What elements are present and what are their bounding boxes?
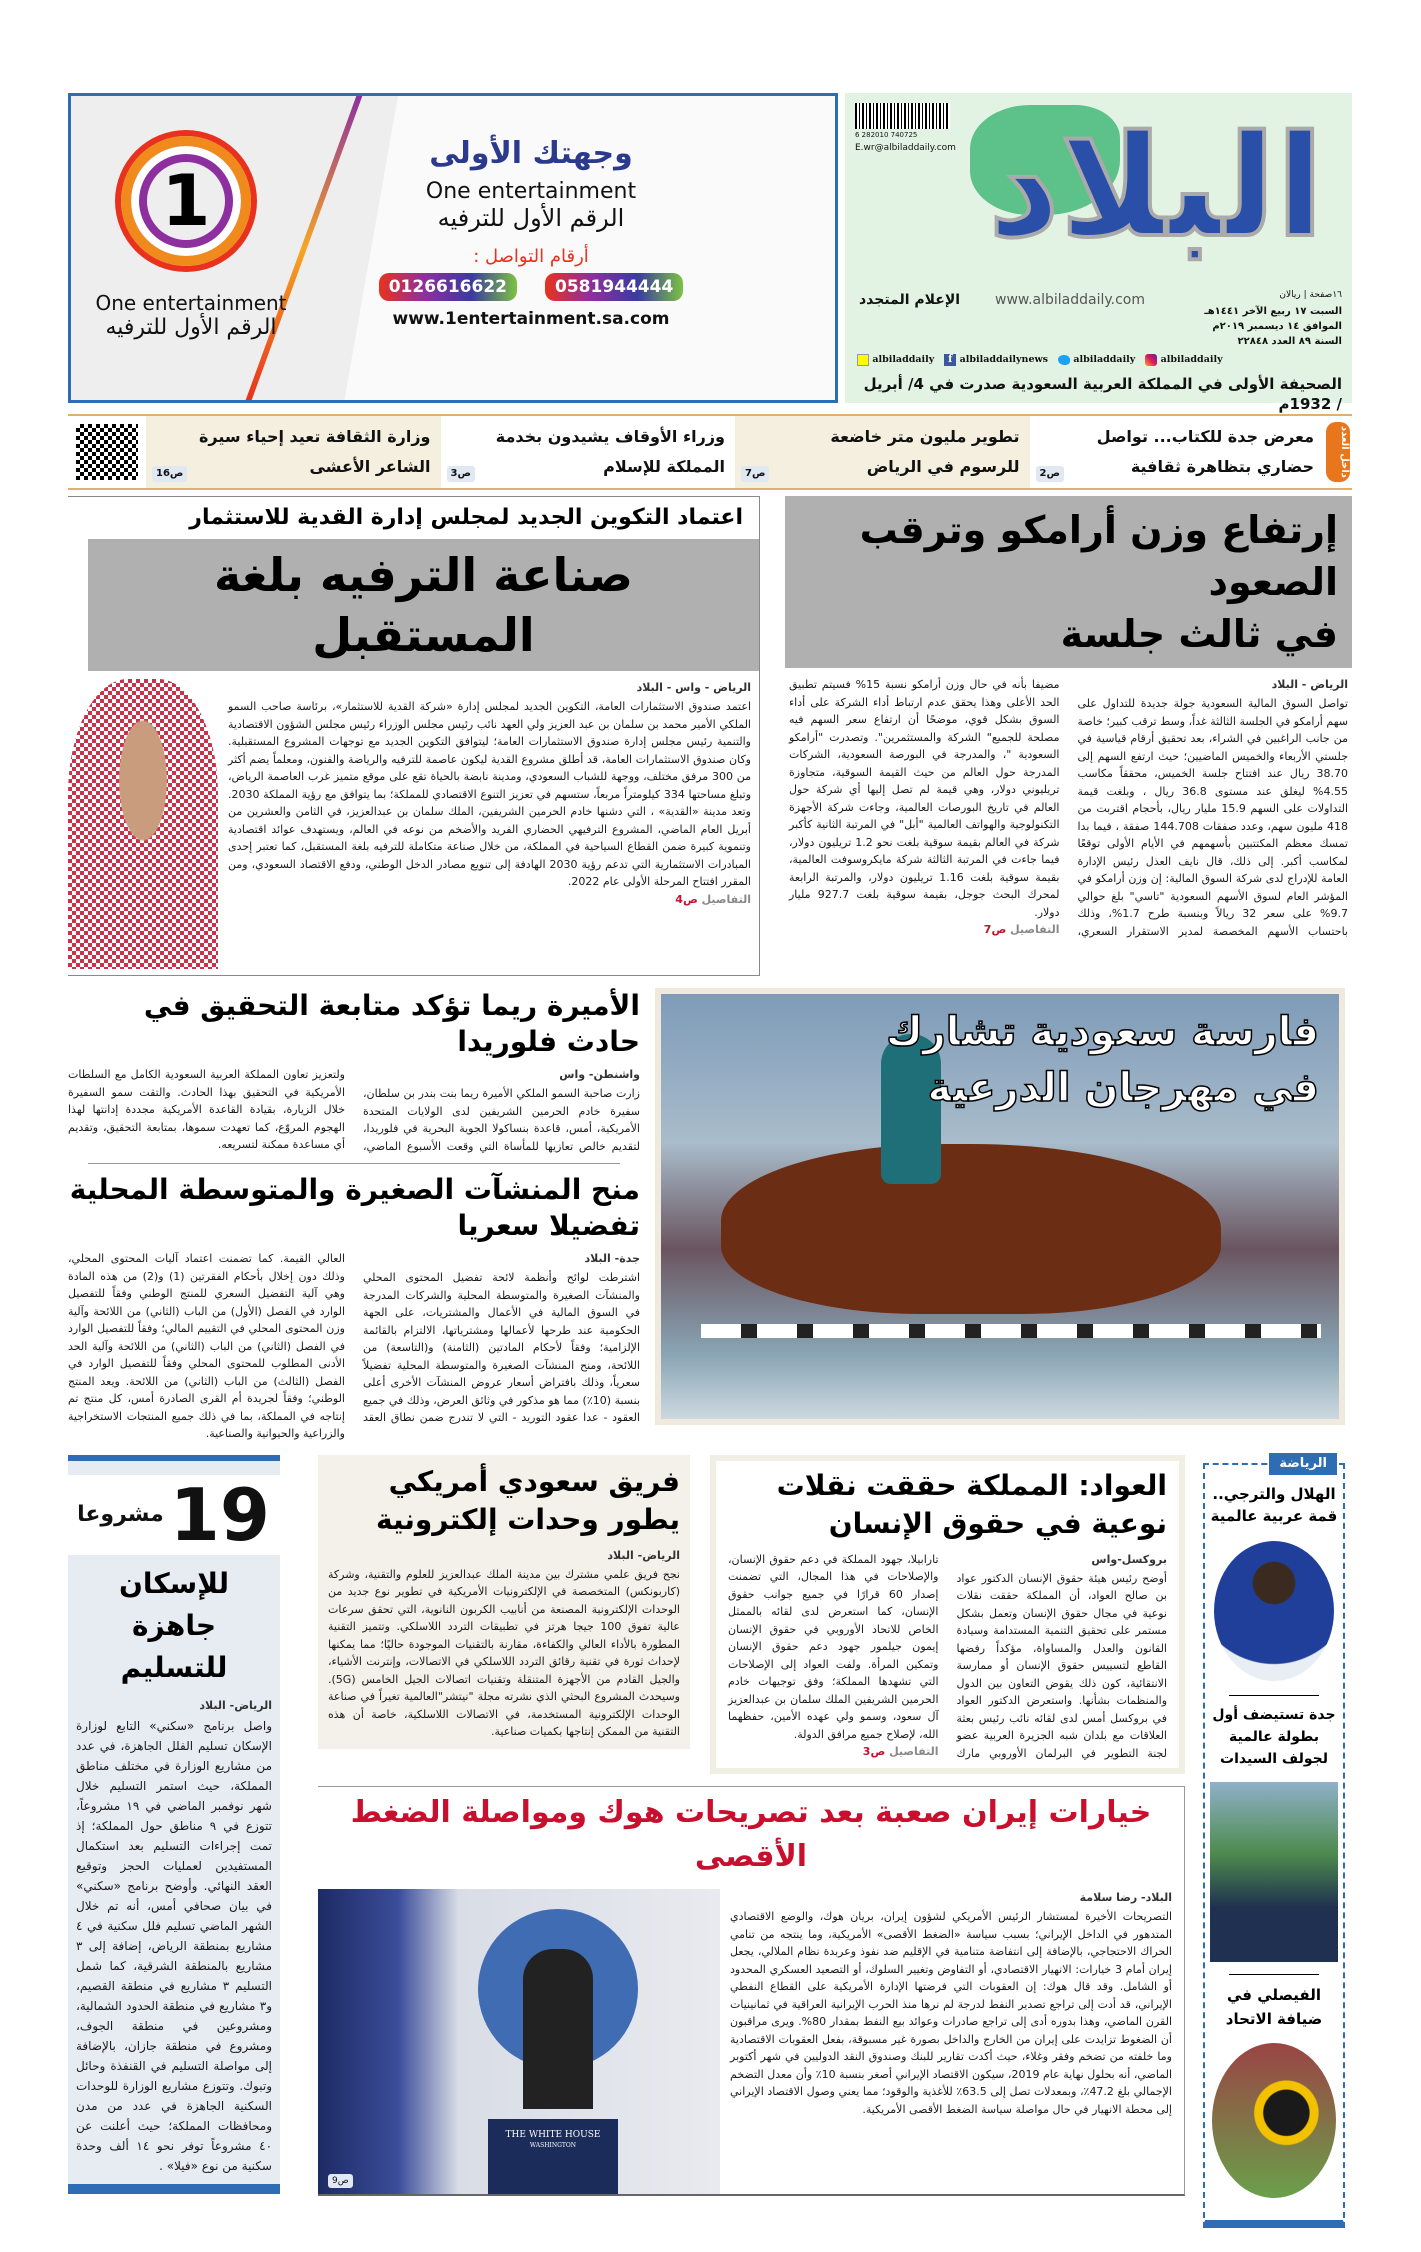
headline[interactable]: منح المنشآت الصغيرة والمتوسطة المحلية تفضيلا سعريا: [69, 1173, 640, 1242]
date-hijri: السبت ١٧ ربيع الآخر ١٤٤١هـ: [1204, 306, 1342, 317]
social-facebook[interactable]: f albiladdailynews: [944, 353, 1048, 367]
dateline: بروكسل-واس: [1091, 1552, 1167, 1566]
equestrian-photo: [655, 988, 1345, 1425]
teaser-item[interactable]: وزراء الأوقاف يشيدون بخدمة المملكة للإسلام ص3: [441, 416, 736, 488]
dateline: الرياض - البلاد: [1271, 678, 1348, 691]
inside-issue-strip: [68, 414, 1352, 490]
kicker: اعتماد التكوين الجديد لمجلس إدارة القدية للاستثمار: [189, 505, 743, 530]
details-link[interactable]: التفاصيل ص4: [675, 892, 751, 906]
sports-sidebar: [1203, 1455, 1345, 2228]
ittihad-match-photo: [1212, 2043, 1336, 2198]
golf-photo: [1210, 1782, 1338, 1962]
social-links: [857, 353, 1337, 367]
social-snapchat[interactable]: albiladdaily: [857, 353, 934, 367]
social-twitter[interactable]: albiladdaily: [1058, 353, 1135, 367]
page-ref: ص9: [328, 2174, 353, 2188]
advertisement-banner[interactable]: [68, 93, 838, 403]
pages-price: ١٦صفحة | ريالان: [1279, 290, 1342, 300]
sports-headline[interactable]: جدة تستيضف أول بطولة عالمية لجولف السيدات: [1212, 1706, 1336, 1767]
jump-pole: [701, 1324, 1321, 1338]
headline[interactable]: خيارات إيران صعبة بعد تصريحات هوك ومواصلة الضغط الأقصى: [350, 1795, 1152, 1874]
ad-contact-label: أرقام التواصل :: [473, 246, 589, 267]
sports-headline[interactable]: الهلال والترجي.. قمة عربية عالمية: [1210, 1484, 1338, 1525]
ad-brand-en: One entertainment: [95, 291, 287, 315]
page-ref: ص3: [447, 466, 475, 482]
headline[interactable]: صناعة الترفيه بلغة المستقبل: [88, 539, 759, 671]
article-sme: [68, 1172, 640, 1443]
main-content: [68, 496, 1352, 2228]
website-link[interactable]: www.albiladdaily.com: [995, 292, 1146, 308]
article-body: التصريحات الأخيرة لمستشار الرئيس الأمريكي لشؤون إيران، بريان هوك، والوضع الاقتصادي المتدهور في الداخل الإيراني؛ بسبب سياسة «الضغط الأقصى» الأمريكية، وما ينتجه من تنامي الحراك الاحتجاجي، بالإضافة إلى انتفاضة متنامية في الإقليم ضد نفوذ وعربدة نظام الملالي، يجعل إيران أمام 3 خيارات: الانهيار الاقتصادي، أو التفاوض وتغيير السلوك، أو التصعيد العسكري المحدود أو الشامل. وقد قال هوك: إن العقوبات التي فرضتها الإدارة الأمريكية على القطاع النفطي الإيراني، قد أدت إلى تراجع تصدير النفط لدرجة لم نرها منذ الحرب الإيرانية العراقية في ثمانينيات القرن الماضي، وهذا بدوره أدى إلى تراجع صادرات وعوائد بيع النفط بمقدار 80%. ويرى مراقبون أن الضغوط تزايدت على إيران من الخارج والداخل بصورة غير مسبوقة، بفعل العقوبات الاقتصادية وما خلفته من تضخم وفقر وغلاء، حيث أكدت تقارير للبنك وصندوق النقد الدوليين في شهر أكتوبر الماضي، أنه بحلول نهاية عام 2019، سيكون الاقتصاد الإيراني أصغر بنسبة 10٪ وأن معدل التضخم الإجمالي بلغ 47.2٪، وبمعدلات تصل إلى 63.5٪ للأغذية والوقود؛ مما يعني وصول الاقتصاد الإيراني إلى محطة الانهيار في حال مواصلة سياسة الضغط الأقصى الأمريكية.: [730, 1910, 1173, 2116]
details-link[interactable]: التفاصيل ص3: [862, 1745, 939, 1758]
masthead: [845, 93, 1352, 413]
horse-shape: [721, 1144, 1221, 1314]
dateline: الرياض- البلاد: [199, 1698, 272, 1712]
headline[interactable]: العواد: المملكة حققت نقلات نوعية في حقوق الإنسان: [776, 1468, 1167, 1540]
barcode: [855, 103, 950, 129]
barcode-number: 6 282010 740725: [855, 131, 918, 139]
article-housing: [68, 1455, 280, 2194]
press-briefing-photo: [318, 1889, 720, 2194]
qr-code[interactable]: [76, 424, 138, 480]
article-qiddiya: [68, 496, 760, 976]
divider: [1229, 1695, 1319, 1696]
teaser-item[interactable]: تطوير مليون متر خاضعة للرسوم في الرياض ص7: [735, 416, 1030, 488]
headline[interactable]: للإسكان جاهزة للتسليم: [118, 1566, 229, 1684]
article-body: زارت صاحبة السمو الملكي الأميرة ريما بنت بندر بن سلطان، سفيرة خادم الحرمين الشريفين لدى الولايات المتحدة الأمريكية، أمس، قاعدة بنساكولا الجوية البحرية في فلوريدا، لتقديم خالص تعازيها للمأساة التي وقعت الأسبوع الماضي، ولتعزيز تعاون المملكة العربية السعودية الكامل مع السلطات الأمريكية في التحقيق بهذا الحادث. والتقت سمو السفيرة خلال الزيارة، بقيادة القاعدة الأمريكية مجددة إدانتها لهذا الهجوم المروّع، كما تعهدت سموها، بمتابعة التحقيق، وتقديم أي مساعدة ممكنة لتسريعه.: [68, 1068, 640, 1153]
ad-website[interactable]: www.1entertainment.sa.com: [392, 309, 670, 329]
divider: [88, 1163, 620, 1164]
teaser-item[interactable]: معرض جدة للكتاب... تواصل حضاري بتظاهرة ثقافية ص2: [1030, 416, 1325, 488]
twitter-icon: [1058, 355, 1070, 365]
dateline: الرياض - واس - البلاد: [636, 681, 751, 694]
ad-brand-ar-2: الرقم الأول للترفيه: [437, 204, 625, 232]
dateline: جدة- البلاد: [584, 1252, 640, 1265]
page-ref: ص16: [152, 466, 187, 482]
headline[interactable]: إرتفاع وزن أرامكو وترقب الصعود: [859, 508, 1338, 604]
date-gregorian: الموافق ١٤ ديسمبر ٢٠١٩م: [1212, 321, 1342, 332]
newspaper-logo: البلاد: [988, 106, 1324, 269]
project-count: 19: [169, 1472, 270, 1557]
article-body: نجح فريق علمي مشترك بين مدينة الملك عبدالعزيز للعلوم والتقنية، وشركة (كاربونكس) المتخصصة في الإلكترونيات الأمريكية في تطوير نوع جديد من الوحدات الإلكترونية المصنعة من أنابيب الكربون النانوية، التي تحقق سرعات عالية تفوق 100 جيجا هرتز في تطبيقات التردد اللاسلكي. وتتميز التقنية المطورة بالأداء العالي والكفاءة، مقارنة بالتقنيات الموجودة حاليًا؛ مما يمكنها لإحداث ثورة في تقنية رقائق التردد اللاسلكي في الاتصالات، وإنترنت الأشياء، والجيل القادم من الأجهزة المتنقلة وتقنيات اتصالات الجيل الخامس (5G). وسيحدث المشروع البحثي الذي نشرته مجلة "نيتشر"العالمية تغيراً في صناعة الوحدات الإلكترونية المستخدمة، في الاتصالات اللاسلكية، خاصة أن هذه التقنية من الممكن إنتاجها بكميات صناعية.: [328, 1567, 680, 1738]
instagram-icon: [1145, 354, 1157, 366]
photo-headline[interactable]: فارسة سعودية تشارك: [886, 1009, 1319, 1055]
ad-phone-1[interactable]: 0126616622: [379, 273, 517, 301]
social-instagram[interactable]: albiladdaily: [1145, 353, 1222, 367]
dateline: البلاد- رضا سلامة: [1079, 1891, 1172, 1904]
speaker-figure: [523, 1949, 593, 2109]
article-awwad: [710, 1455, 1185, 1775]
article-aramco: [785, 496, 1352, 948]
snapchat-icon: [857, 354, 869, 366]
article-body: واصل برنامج «سكني» التابع لوزارة الإسكان تسليم الفلل الجاهزة، في عدد من مشاريع الوزارة في مختلف مناطق المملكة، حيث استمر التسليم خلال شهر نوفمبر الماضي في ١٩ مشروعاً، تتوزع في ٩ مناطق حول المملكة؛ إذ تمت إجراءات التسليم بعد استكمال المستفيدين لعمليات الحجز وتوقيع العقد النهائي. وأوضح برنامج «سكني» في بيان صحافي أمس، أنه تم خلال الشهر الماضي تسليم فلل سكنية في ٤ مشاريع بمنطقة الرياض، إضافة إلى ٣ مشاريع بالمنطقة الشرقية، كما شمل التسليم ٣ مشاريع في منطقة القصيم، و٣ مشاريع في منطقة الحدود الشمالية، ومشروعين في منطقة الجوف، ومشروع في منطقة جازان، بالإضافة إلى مواصلة التسليم في القنفذة وحائل وتبوك. وتتوزع مشاريع الوزارة للوحدات السكنية الجاهزة في عدد من مدن ومحافظات المملكة؛ حيث أعلنت عن ٤٠ مشروعاً توفر نحو ١٤ ألف وحدة سكنية من نوع «فيلا» .: [76, 1718, 273, 2173]
dateline: الرياض- البلاد: [607, 1548, 680, 1562]
founding-statement: الصحيفة الأولى في المملكة العربية السعودية صدرت في 4/ أبريل / 1932م: [863, 375, 1342, 413]
hilal-player-photo: [1214, 1541, 1334, 1681]
page-ref: ص7: [741, 466, 769, 482]
podium: THE WHITE HOUSE WASHINGTON: [488, 2119, 618, 2194]
page-ref: ص2: [1036, 466, 1064, 482]
headline-line2: في ثالث جلسة: [1060, 612, 1338, 656]
facebook-icon: f: [944, 354, 956, 366]
issue-number: السنة ٨٩ العدد ٢٢٨٤٨: [1237, 336, 1342, 347]
article-iran: [318, 1786, 1185, 2196]
article-body: اشترطت لوائح وأنظمة لائحة تفضيل المحتوى المحلي والمنشآت الصغيرة والمتوسطة المحلية والشركات المدرجة في السوق المالية في الأعمال والمشتريات، على الجهة الحكومية عند طرحها لأعمالها ومشترياتها، الالتزام بالقائمة الإلزامية؛ وفقاً لأحكام المادتين (الثامنة) و(التاسعة) من اللائحة، ومنح المنشآت الصغيرة والمتوسطة المحلية تفضيلاً سعرياً، وذلك بافتراض أسعار عروض المنشآت الأخرى أعلى بنسبة (10٪) مما هو مذكور في وثائق العرض، وذلك في جميع العقود - عدا عقود التوريد - التي لا تندرج ضمن نطاق العقد العالي القيمة. كما تضمنت اعتماد آليات المحتوى المحلي، وذلك دون إخلال بأحكام الفقرتين (1) و(2) من هذه المادة وهي آلية التفضيل السعري للمنتج الوطني وفقاً للتفصيل الوارد في الفصل (الأول) من الباب (الثاني) من اللائحة وآلية وزن المحتوى المحلي في التقييم المالي؛ وفقاً للتفصيل الوارد في الفصل (الثاني) من الباب (الثاني) من اللائحة وآلية الحد الأدنى المطلوب للمحتوى المحلي وفقاً للتفصيل الوارد في الفصل (الثالث) من الباب (الثاني) من اللائحة. ويعد المنتج الوطني؛ وفقاً لجريدة أم القرى الصادرة أمس، كل منتج تم إنتاجه في المملكة، بما في ذلك جميع المنتجات الاستخراجية والزراعية والحيوانية والصناعية.: [68, 1252, 641, 1440]
dateline: واشنطن- واس: [559, 1068, 640, 1081]
ad-slogan: وجهتك الأولى: [429, 136, 633, 171]
headline[interactable]: فريق سعودي أمريكي يطور وحدات إلكترونية: [375, 1464, 680, 1536]
ad-phone-2[interactable]: 0581944444: [545, 273, 683, 301]
details-link[interactable]: التفاصيل ص7: [983, 923, 1060, 936]
sports-headline[interactable]: الفيصلي في ضيافة الاتحاد: [1225, 1985, 1323, 2028]
article-reema: [68, 988, 640, 1155]
count-unit: مشروعا: [77, 1501, 164, 1527]
email[interactable]: E.wr@albiladdaily.com: [855, 143, 956, 153]
article-body: اعتمد صندوق الاستثمارات العامة، التكوين الجديد لمجلس إدارة «شركة القدية للاستثمار»، برئاسة صاحب السمو الملكي الأمير محمد بن سلمان بن عبد العزيز ولي العهد نائب رئيس مجلس الوزراء رئيس مجلس الشؤون الاقتصادية والتنمية رئيس مجلس إدارة صندوق الاستثمارات العامة؛ ليتوافق التكوين الجديد مع توجهات المشروع المستقبلية. وكان صندوق الاستثمارات العامة، قد أطلق مشروع القدية ليكون عاصمة للترفيه والرياضة والفنون، ومعلماً يضم أكثر من 300 مرفق مختلف، ووجهة للشباب السعودي، ومدينة نابضة بالحياة تقع على موقع متميز غرب العاصمة الرياض، وتبلغ مساحتها 334 كيلومتراً مربعاً، ستسهم في تعزيز التنوع الاقتصادي للمملكة؛ بما يتوافق مع رؤية المملكة 2030. وتعد مدينة «القدية» ، التي دشنها خادم الحرمين الشريفين، الملك سلمان بن عبدالعزيز، في الثامن والعشرين من أبريل العام الماضي، المشروع الترفيهي الحضاري الفريد والأضخم من نوعه في العالم، ويستهدف عوائد اقتصادية وتنموية كبيرة ضمن القطاع السياحية في المملكة، من خلال صناعة متكاملة للترفيه بلغة المستقبل، كما تعتبر إحدى المبادرات الاستثمارية التي تدعم رؤية 2030 الهادفة إلى تنويع مصادر الدخل الوطني، ودفع الاقتصاد السعودي، ومن المقرر افتتاح المرحلة الأولى عام 2022.: [228, 700, 752, 888]
teaser-item[interactable]: وزارة الثقافة تعيد إحياء سيرة الشاعر الأعشى ص16: [146, 416, 441, 488]
inside-issue-label: داخل العدد: [1326, 422, 1350, 482]
divider: [1229, 1974, 1319, 1975]
article-body: أوضح رئيس هيئة حقوق الإنسان الدكتور عواد بن صالح العواد، أن المملكة حققت نقلات نوعية في مجال حقوق الإنسان وتعمل بشكل مستمر على تحقيق التنمية المستدامة وسيادة القانون والعدل والمساواة، مؤكداً رفضها القاطع لتسييس حقوق الإنسان أو ممارسة الانتقائية، كون ذلك يقوض التعاون بين الدول والمنظمات بشأنها. واستعرض الدكتور العواد في بروكسل أمس لدى لقائه نائب رئيس بعثة العلاقات مع بلدان شبه الجزيرة العربية عضو لجنة التطوير في البرلمان الأوروبي مارك تارابيلا، جهود المملكة في دعم حقوق الإنسان، والإصلاحات في هذا المجال، التي تضمنت إصدار 60 قرارًا في جميع جوانب حقوق الإنسان، كما استعرض لدى لقائه بالممثل الخاص للاتحاد الأوروبي في حقوق الإنسان إيمون جيلمور جهود دعم حقوق الإنسان وتمكين المرأة. ولفت العواد إلى الإصلاحات التي تشهدها المملكة؛ وفق توجيهات خادم الحرمين الشريفين الملك سلمان بن عبدالعزيز آل سعود، وسمو ولي عهده الأمين، حفظهما الله، لإصلاح جميع مرافق الدولة.: [728, 1552, 1167, 1760]
article-tech: [318, 1455, 690, 1749]
tagline: الإعلام المتجدد: [859, 292, 961, 308]
article-body: تواصل السوق المالية السعودية جولة جديدة للتداول على سهم أرامكو في الجلسة الثالثة غداً، وسط ترقب كبير؛ خاصة من جانب الراغبين في الشراء، بعد تحقيق أرقام قياسية في جلستي الأربعاء والخميس الماضيين؛ حيث ارتفع السهم إلى 38.70 ريال عند افتتاح جلسة الخميس، محققاً مكاسب 4.55% ليغلق عند مستوى 36.8 ريال ، وبلغت قيمة التداولات على السهم 15.9 مليار ريال، بأحجام اقتربت من 418 مليون سهم، وعدد صفقات 144.708 صفقة ، فيما بدا تمسك معظم المكتتبين بأسهمهم في الأيام الأولى توقعًا لمكاسب أكبر. إلى ذلك، قال نايف العذل رئيس الإدارة العامة للإدراج لدى شركة السوق المالية: إن وزن أرامكو في المؤشر العام لسوق الأسهم السعودية "تاسي" بلغ حوالي 9.7% على سعر 32 ريالاً وبنسبة طرح 1.7%، وذلك باحتساب الأسهم المخصصة لمدير الاستقرار السعري، مضيفا بأنه في حال وزن أرامكو نسبة 15% فسيتم تطبيق الحد الأعلى وهذا يحقق عدم ارتباط أداء الشركة على أداء السوق بشكل قوي، موضحًا أن ارتفاع سعر السهم فيه مصلحة للجميع" الشركة والمستثمرين". وتصدرت "أرامكو السعودية "، والمدرجة في البورصة السعودية، الشركات المدرجة حول العالم من حيث القيمة السوقية، متجاوزة تريليوني دولار، وهي قيمة لم تصل إليها أي شركة حول العالم في تاريخ البورصات العالمية، وجاءت شركة الأجهزة التكنولوجية والهواتف العالمية "أبل" في المرتبة الثانية كأكبر شركة في العالم بقيمة سوقية بلغت نحو 1.2 تريليون دولار، فيما جاءت في المرتبة الثالثة شركة مايكروسوفت العالمية، بقيمة سوقية بلغت 1.16 تريليون دولار، والمرتبة الرابعة لمحرك البحث جوجل، بقيمة سوقية بلغت 927.7 مليار دولار.: [789, 678, 1348, 938]
sports-label: الرياضة: [1269, 1453, 1337, 1475]
one-entertainment-logo: 1: [121, 136, 251, 266]
headline[interactable]: الأميرة ريما تؤكد متابعة التحقيق في حادث فلوريدا: [143, 989, 640, 1058]
ad-brand-en-2: One entertainment: [425, 179, 637, 204]
ad-brand-ar: الرقم الأول للترفيه: [105, 315, 277, 340]
photo-headline-line2: في مهرجان الدرعية: [927, 1065, 1319, 1111]
crown-prince-photo: [68, 679, 218, 969]
